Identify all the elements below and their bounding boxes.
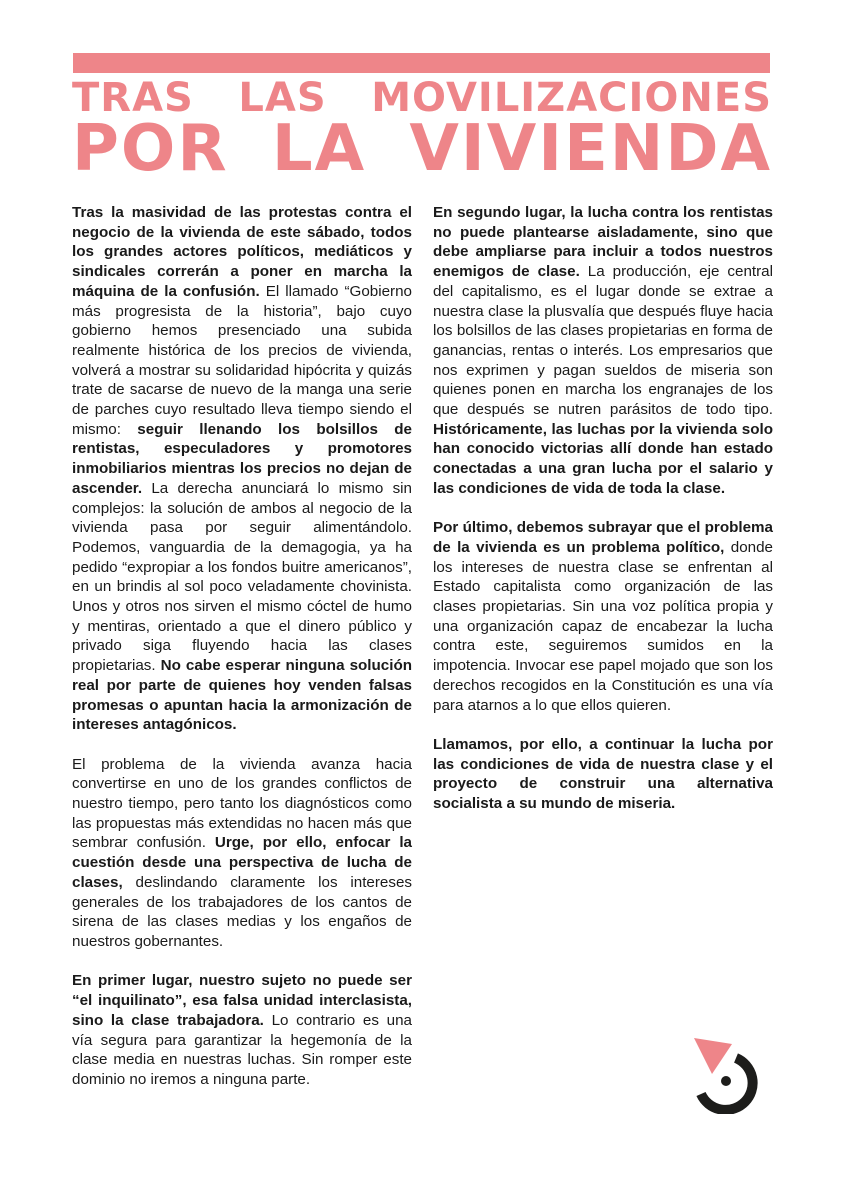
bold-text: Llamamos, por ello, a continuar la lucha por las condiciones de vida de nuestra clase y el proyecto de construir una alternativa socialista a su mundo de miseria. [433, 735, 773, 813]
body-text: La derecha anunciará lo mismo sin complejos: la solución de ambos al negocio de la vivienda pasa por seguir alimentándolo. Podemos, vanguardia de la demagogia, ya ha pedido “expropiar a los fondos buitre americanos”, en un brindis al sol poco veladamente chovinista. Unos y otros nos sirven el mismo cóctel de humo y mentiras, orientado a que el dinero público y privado siga fluyendo hacia las clases propietarias. [72, 479, 412, 675]
paragraph-class-struggle [72, 755, 412, 952]
paragraph-last-point [433, 518, 773, 715]
bold-text: Por último, debemos subrayar que el problema de la vivienda es un problema político, [433, 519, 773, 556]
logo-triangle [694, 1038, 732, 1074]
paragraph-second-point [433, 203, 773, 499]
right-column [433, 203, 773, 833]
body-text: El problema de la vivienda avanza hacia convertirse en uno de los grandes conflictos de nuestro tiempo, pero tanto los diagnósticos como las propuestas más extendidas no hacen más que sembrar confusión. [72, 755, 412, 852]
title-accent-bar [73, 53, 770, 73]
bold-text: En primer lugar, nuestro sujeto no puede ser “el inquilinato”, esa falsa unidad interclasista, sino la clase trabajadora. [72, 972, 412, 1029]
body-text: donde los intereses de nuestra clase se enfrentan al Estado capitalista como organización de las clases propietarias. Sin una voz política propia y una organización capaz de encabezar la lucha contra este, seguiremos sumidos en la impotencia. Invocar ese papel mojado que son los derechos recogidos en la Constitución es una vía para atarnos a lo que ellos quieren. [433, 538, 773, 714]
logo-dot [721, 1076, 731, 1086]
bold-text: No cabe esperar ninguna solución real por parte de quienes hoy venden falsas promesas o apuntan hacia la armonización de intereses antagónicos. [72, 657, 413, 734]
bold-text: En segundo lugar, la lucha contra los rentistas no puede plantearse aisladamente, sino que debe ampliarse para incluir a todos nuestros enemigos de clase. [433, 204, 773, 281]
paragraph-intro [72, 203, 412, 735]
body-text: La producción, eje central del capitalismo, es el lugar donde se extrae a nuestra clase la plusvalía que después fluye hacia los bolsillos de las clases propietarias en forma de ganancias, rentas o interés. Los empresarios que nos exprimen y pagan sueldos de miseria son quienes ponen en marcha los engranajes de los que después se nutren parásitos de todo tipo. [433, 263, 773, 419]
bold-text: Tras la masividad de las protestas contra el negocio de la vivienda de este sábado, todos los grandes actores políticos, mediáticos y sindicales correrán a poner en marcha la máquina de la confusión. [72, 204, 412, 300]
paragraph-first-point [72, 971, 412, 1089]
bold-text: seguir llenando los bolsillos de rentistas, especuladores y promotores inmobiliarios mientras los precios no dejan de ascender. [72, 420, 413, 497]
body-text: Lo contrario es una vía segura para garantizar la hegemonía de la clase media en nuestras luchas. Sin romper este dominio no iremos a ninguna parte. [72, 1011, 412, 1088]
organization-logo-icon [688, 1030, 768, 1114]
left-column [72, 203, 412, 1109]
paragraph-call-to-action [433, 735, 773, 814]
body-text: El llamado “Gobierno más progresista de la historia”, bajo cuyo gobierno hemos presenciado una subida realmente histórica de los precios de vivienda, volverá a mostrar su solidaridad hipócrita y quizás trate de sacarse de nuevo de la manga una serie de parches cuyo resultado lleva tiempo siendo el mismo: [72, 282, 412, 438]
page-title-line-2: POR LA VIVIENDA [72, 112, 772, 186]
body-text: deslindando claramente los intereses generales de los trabajadores de los cantos de sirena de las clases medias y los engaños de nuestros gobernantes. [72, 873, 412, 950]
page-title-line-1: TRAS LAS MOVILIZACIONES [72, 75, 772, 121]
bold-text: Urge, por ello, enfocar la cuestión desde una perspectiva de lucha de clases, [72, 834, 412, 891]
bold-text: Históricamente, las luchas por la vivienda solo han conocido victorias allí donde han estado conectadas a una gran lucha por el salario y las condiciones de vida de toda la clase. [433, 420, 773, 497]
